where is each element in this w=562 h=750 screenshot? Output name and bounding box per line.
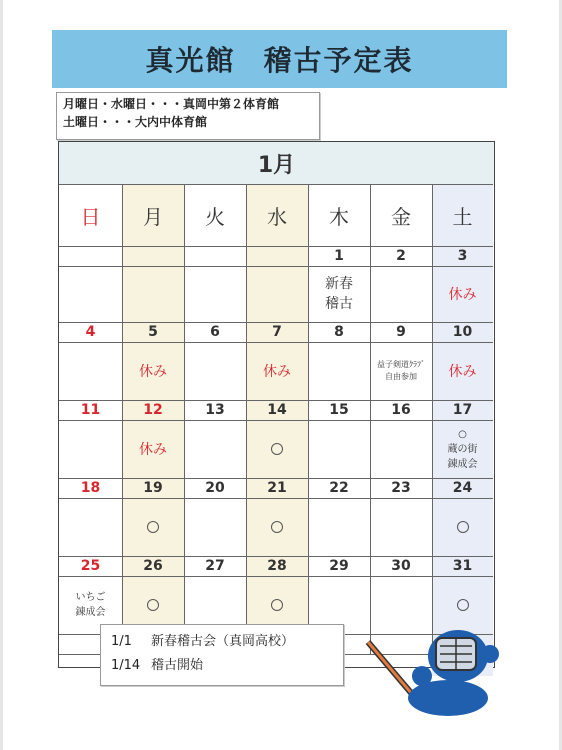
calendar-date (59, 246, 122, 266)
weekday-label: 水 (267, 204, 287, 229)
calendar-date: 18 (80, 480, 101, 496)
calendar-date (246, 246, 308, 266)
title-banner (52, 30, 507, 88)
calendar-date: 22 (329, 480, 349, 496)
event-list (100, 624, 344, 686)
grid-line (59, 266, 493, 267)
circle-mark (147, 599, 159, 611)
event-item (111, 654, 333, 678)
calendar-note: 休み (139, 364, 167, 380)
calendar-date: 11 (80, 402, 101, 418)
calendar-note: 休み (448, 364, 477, 380)
circle-mark (457, 599, 469, 611)
calendar-grid (59, 184, 493, 676)
calendar-note: ○ 蔵の街 錬成会 (447, 428, 478, 470)
dojo-name: 真光館 (145, 44, 236, 77)
grid-line (59, 322, 493, 323)
calendar-date: 31 (452, 558, 473, 574)
circle-mark (271, 521, 283, 533)
grid-line (246, 184, 247, 654)
calendar-date: 1 (334, 248, 344, 264)
circle-mark (147, 521, 159, 533)
weekday-label: 金 (391, 204, 411, 229)
practice-circle (246, 498, 308, 556)
calendar-date: 6 (210, 324, 220, 340)
calendar-date (122, 246, 184, 266)
calendar-note: 益子剣道ｸﾗﾌﾞ 自由参加 (377, 360, 425, 381)
calendar-date: 20 (205, 480, 225, 496)
practice-circle (122, 498, 184, 556)
calendar-date: 24 (452, 480, 473, 496)
calendar-date: 2 (396, 248, 406, 264)
calendar-date: 26 (143, 558, 163, 574)
calendar-date: 23 (391, 480, 411, 496)
weekday-label: 木 (329, 204, 349, 229)
circle-mark (271, 443, 283, 455)
grid-line (59, 400, 493, 401)
calendar-note: 新春 稽古 (325, 276, 353, 312)
weekday-label: 火 (205, 204, 225, 229)
grid-line (184, 184, 185, 654)
calendar-date: 17 (452, 402, 473, 418)
event-text: 新春稽古会（真岡高校） (151, 634, 295, 649)
calendar-date: 29 (329, 558, 349, 574)
calendar-date: 21 (267, 480, 287, 496)
calendar-note: 休み (263, 364, 291, 380)
weekday-label: 土 (452, 204, 473, 229)
page-edge-left (0, 0, 3, 750)
grid-line (59, 478, 493, 479)
calendar-note: 休み (139, 442, 167, 458)
venue-schedule-note (56, 92, 320, 140)
grid-line (59, 342, 493, 343)
calendar-date: 14 (267, 402, 287, 418)
calendar-date: 5 (148, 324, 158, 340)
calendar-date: 4 (85, 324, 96, 340)
grid-line (122, 184, 123, 654)
practice-circle (432, 498, 493, 556)
calendar-date: 7 (272, 324, 282, 340)
calendar-date: 12 (143, 402, 163, 418)
calendar-date: 3 (457, 248, 468, 264)
kendo-mascot-icon (360, 616, 510, 716)
grid-line (370, 184, 371, 654)
schedule-title: 稽古予定表 (263, 44, 414, 77)
grid-line (59, 184, 493, 185)
circle-mark (457, 521, 469, 533)
event-date: 1/14 (111, 658, 141, 673)
event-item (111, 630, 333, 654)
weekday-label: 月 (143, 204, 163, 229)
practice-circle (246, 420, 308, 478)
grid-line (59, 420, 493, 421)
calendar-date: 27 (205, 558, 225, 574)
calendar-date: 28 (267, 558, 287, 574)
circle-mark (271, 599, 283, 611)
calendar-date: 16 (391, 402, 411, 418)
calendar-date: 30 (391, 558, 411, 574)
grid-line (59, 576, 493, 577)
calendar-date: 19 (143, 480, 163, 496)
venue-line-weekday: 月曜日・水曜日・・・真岡中第２体育館 (63, 97, 280, 111)
calendar-note: いちご 錬成会 (75, 592, 106, 618)
grid-line (432, 184, 433, 654)
grid-line (59, 556, 493, 557)
calendar-date: 8 (334, 324, 344, 340)
calendar-date: 10 (452, 324, 473, 340)
weekday-label: 日 (80, 204, 101, 229)
grid-line (59, 498, 493, 499)
calendar-date: 25 (80, 558, 101, 574)
grid-line (59, 246, 493, 247)
event-date: 1/1 (111, 634, 132, 649)
calendar (58, 141, 495, 668)
month-header: 1月 (59, 142, 494, 184)
venue-line-saturday: 土曜日・・・大内中体育館 (63, 115, 208, 129)
grid-line (308, 184, 309, 654)
calendar-date: 13 (205, 402, 225, 418)
calendar-date (184, 246, 246, 266)
event-text: 稽古開始 (151, 658, 204, 673)
calendar-note: 休み (448, 287, 477, 303)
calendar-date: 15 (329, 402, 349, 418)
calendar-date: 9 (396, 324, 406, 340)
